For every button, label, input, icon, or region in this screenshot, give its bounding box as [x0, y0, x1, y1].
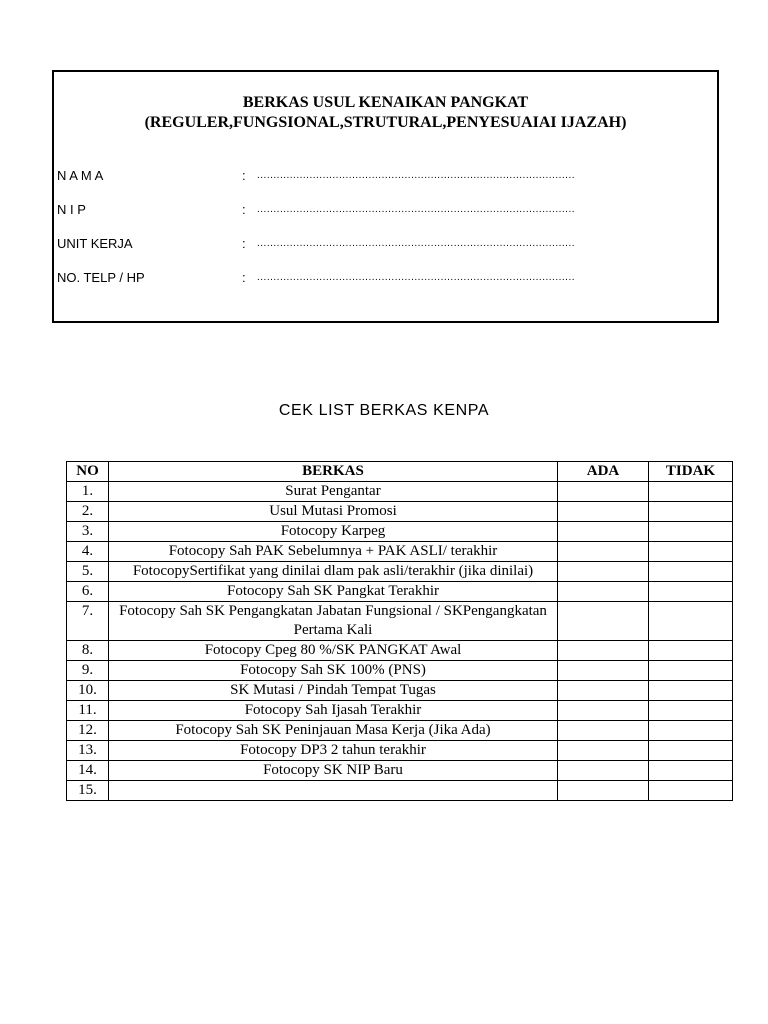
checklist-title: CEK LIST BERKAS KENPA [278, 402, 490, 419]
cell-no: 14. [67, 761, 109, 781]
cell-berkas: Fotocopy Sah SK Peninjauan Masa Kerja (Jika Ada) [109, 721, 558, 741]
cell-tidak-checkbox[interactable] [649, 641, 733, 661]
cell-berkas: Fotocopy DP3 2 tahun terakhir [109, 741, 558, 761]
cell-tidak-checkbox[interactable] [649, 741, 733, 761]
field-blank[interactable]: ................................................................................................. [257, 238, 575, 249]
table-row [67, 542, 733, 562]
checklist-table [66, 461, 733, 801]
cell-tidak-checkbox[interactable] [649, 761, 733, 781]
cell-no: 3. [67, 522, 109, 542]
cell-ada-checkbox[interactable] [558, 641, 649, 661]
field-label: N A M A [57, 168, 104, 183]
form-title: BERKAS USUL KENAIKAN PANGKAT [242, 94, 529, 111]
cell-ada-checkbox[interactable] [558, 721, 649, 741]
cell-tidak-checkbox[interactable] [649, 582, 733, 602]
table-row [67, 781, 733, 801]
column-header-tidak: TIDAK [649, 462, 733, 482]
table-row [67, 522, 733, 542]
field-colon: : [242, 168, 246, 183]
cell-berkas: Fotocopy SK NIP Baru [109, 761, 558, 781]
cell-ada-checkbox[interactable] [558, 502, 649, 522]
field-colon: : [242, 236, 246, 251]
field-nama[interactable] [57, 167, 717, 185]
cell-berkas: Fotocopy Sah PAK Sebelumnya + PAK ASLI/ terakhir [109, 542, 558, 562]
cell-ada-checkbox[interactable] [558, 741, 649, 761]
field-label: UNIT KERJA [57, 236, 133, 251]
checklist-body [67, 482, 733, 801]
table-row [67, 761, 733, 781]
table-row [67, 701, 733, 721]
table-row [67, 721, 733, 741]
cell-no: 15. [67, 781, 109, 801]
field-blank[interactable]: ................................................................................................. [257, 272, 575, 283]
cell-no: 8. [67, 641, 109, 661]
cell-tidak-checkbox[interactable] [649, 502, 733, 522]
cell-no: 6. [67, 582, 109, 602]
cell-berkas [109, 781, 558, 801]
cell-tidak-checkbox[interactable] [649, 701, 733, 721]
field-label: NO. TELP / HP [57, 270, 145, 285]
cell-no: 10. [67, 681, 109, 701]
cell-tidak-checkbox[interactable] [649, 721, 733, 741]
cell-no: 7. [67, 602, 109, 641]
cell-ada-checkbox[interactable] [558, 602, 649, 641]
cell-berkas: Fotocopy Karpeg [109, 522, 558, 542]
table-row [67, 641, 733, 661]
cell-ada-checkbox[interactable] [558, 582, 649, 602]
cell-ada-checkbox[interactable] [558, 681, 649, 701]
cell-no: 4. [67, 542, 109, 562]
cell-berkas: SK Mutasi / Pindah Tempat Tugas [109, 681, 558, 701]
field-colon: : [242, 202, 246, 217]
cell-berkas: Fotocopy Cpeg 80 %/SK PANGKAT Awal [109, 641, 558, 661]
table-row [67, 602, 733, 641]
cell-berkas: Usul Mutasi Promosi [109, 502, 558, 522]
field-unit-kerja[interactable] [57, 235, 717, 253]
cell-berkas: FotocopySertifikat yang dinilai dlam pak asli/terakhir (jika dinilai) [109, 562, 558, 582]
cell-ada-checkbox[interactable] [558, 781, 649, 801]
cell-no: 9. [67, 661, 109, 681]
cell-no: 5. [67, 562, 109, 582]
identity-box [52, 70, 719, 323]
cell-tidak-checkbox[interactable] [649, 522, 733, 542]
table-row [67, 661, 733, 681]
field-nip[interactable] [57, 201, 717, 219]
form-subtitle: (REGULER,FUNGSIONAL,STRUTURAL,PENYESUAIAI IJAZAH) [144, 114, 627, 131]
cell-ada-checkbox[interactable] [558, 701, 649, 721]
cell-no: 11. [67, 701, 109, 721]
cell-tidak-checkbox[interactable] [649, 542, 733, 562]
cell-berkas: Surat Pengantar [109, 482, 558, 502]
table-header-row [67, 462, 733, 482]
cell-tidak-checkbox[interactable] [649, 482, 733, 502]
table-row [67, 502, 733, 522]
cell-no: 2. [67, 502, 109, 522]
cell-tidak-checkbox[interactable] [649, 661, 733, 681]
cell-berkas: Fotocopy Sah Ijasah Terakhir [109, 701, 558, 721]
table-row [67, 582, 733, 602]
cell-no: 1. [67, 482, 109, 502]
table-row [67, 681, 733, 701]
cell-berkas: Fotocopy Sah SK Pangkat Terakhir [109, 582, 558, 602]
cell-ada-checkbox[interactable] [558, 761, 649, 781]
column-header-ada: ADA [558, 462, 649, 482]
table-row [67, 562, 733, 582]
cell-tidak-checkbox[interactable] [649, 781, 733, 801]
cell-ada-checkbox[interactable] [558, 522, 649, 542]
column-header-berkas: BERKAS [109, 462, 558, 482]
cell-ada-checkbox[interactable] [558, 562, 649, 582]
cell-tidak-checkbox[interactable] [649, 562, 733, 582]
table-row [67, 741, 733, 761]
cell-berkas: Fotocopy Sah SK 100% (PNS) [109, 661, 558, 681]
field-blank[interactable]: ................................................................................................. [257, 204, 575, 215]
cell-no: 12. [67, 721, 109, 741]
field-blank[interactable]: ................................................................................................. [257, 170, 575, 181]
cell-no: 13. [67, 741, 109, 761]
cell-ada-checkbox[interactable] [558, 661, 649, 681]
table-row [67, 482, 733, 502]
column-header-no: NO [67, 462, 109, 482]
field-label: N I P [57, 202, 86, 217]
field-no-telp[interactable] [57, 269, 717, 287]
cell-tidak-checkbox[interactable] [649, 602, 733, 641]
cell-tidak-checkbox[interactable] [649, 681, 733, 701]
field-colon: : [242, 270, 246, 285]
cell-ada-checkbox[interactable] [558, 482, 649, 502]
cell-berkas: Fotocopy Sah SK Pengangkatan Jabatan Fungsional / SKPengangkatan Pertama Kali [109, 602, 558, 641]
cell-ada-checkbox[interactable] [558, 542, 649, 562]
